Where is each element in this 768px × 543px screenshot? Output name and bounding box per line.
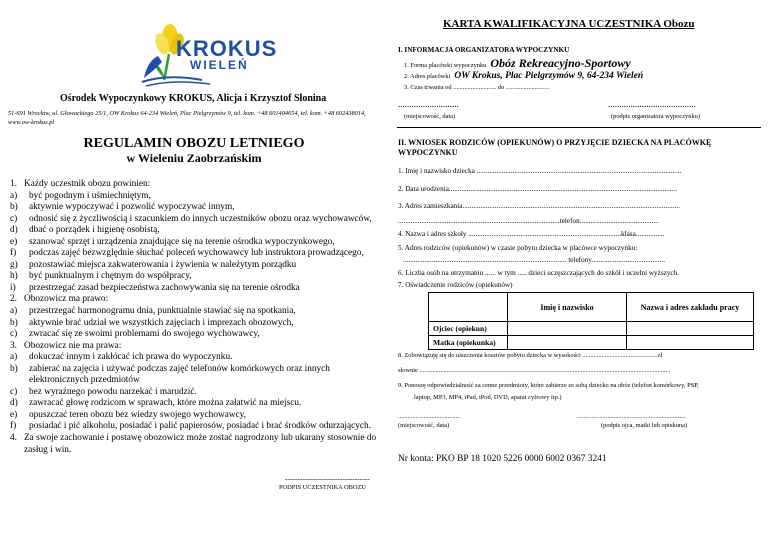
rule-text: Każdy uczestnik obozu powinien:	[24, 179, 151, 189]
field-responsibility-items: laptop, MP3, MP4, iPad, iPod, DVD, aparat cyfrowy itp.)	[414, 394, 562, 401]
rule-marker: b)	[10, 363, 18, 374]
parent-sign-label: (podpis ojca, matki lub opiekuna)	[601, 422, 688, 429]
rule-section	[10, 341, 380, 353]
organizer-place-label: (miejscowość, data)	[404, 113, 456, 120]
field-responsibility: 9. Ponoszę odpowiedzialność za cenne przedmioty, które zabierze ze sobą dziecko na obóz (telefon komórkowy, PSP,	[398, 382, 699, 389]
rule-item	[10, 225, 380, 237]
field-household: 6. Liczba osób na utrzymaniu ...... w tym ..... dzieci uczęszczających do szkół i uczelni wyższych.	[398, 269, 680, 277]
rule-text: Za swoje zachowanie i postawę obozowicz może zostać nagrodzony lub ukarany stosownie do zasług i win.	[24, 433, 377, 455]
rule-section	[10, 179, 380, 191]
rule-marker: d)	[10, 225, 18, 236]
rule-text: dbać o porządek i higienę osobistą,	[29, 225, 160, 236]
table-header-cell: Imię i nazwisko	[508, 293, 627, 322]
rule-text: zawracać głowę rodzicom w sprawach, które można załatwić na miejscu.	[29, 398, 302, 409]
rule-item	[10, 283, 380, 295]
rule-marker: a)	[10, 306, 18, 317]
rule-marker: f)	[10, 248, 17, 259]
table-header-row	[429, 293, 754, 322]
rule-marker: b)	[10, 317, 18, 328]
field-declaration: 7. Oświadczenie rodziców (opiekunów)	[398, 281, 513, 289]
rule-text: Obozowicz nie ma prawa:	[24, 340, 122, 351]
center-address: 51-691 Wrocław, ul. Głowackiego 25/1, OW Krokus 64-234 Wieleń, Plac Pielgrzymów 9, tel. kom. +48 601404654, tel. kom. +48 602438014, www.ow-krokus.pl	[8, 110, 366, 126]
rule-marker: d)	[10, 398, 18, 409]
rule-item	[10, 271, 380, 283]
parent-sign-dots: ....................................................................	[577, 413, 686, 420]
rule-item	[10, 387, 380, 399]
table-cell[interactable]	[627, 322, 754, 336]
page-title: KARTA KWALIFIKACYJNA UCZESTNIKA Obozu	[443, 18, 695, 30]
table-cell[interactable]	[508, 322, 627, 336]
regulations-list	[10, 179, 380, 456]
rule-marker: 1.	[10, 179, 17, 189]
rule-text: przestrzegać harmonogramu dnia, punktualnie stawiać się na spotkania,	[29, 306, 296, 317]
table-header-cell: Nazwa i adres zakładu pracy	[627, 293, 754, 322]
rule-text: pozostawiać miejsca zakwaterowania i żywienia w należytym porządku	[29, 259, 297, 270]
logo-place: WIELEŃ	[190, 58, 249, 72]
table-row	[429, 322, 754, 336]
rule-text: aktywnie wypoczywać i pozwolić wypoczywać innym,	[29, 202, 235, 213]
table-header-cell	[429, 293, 508, 322]
rule-marker: c)	[10, 329, 18, 340]
center-name: Ośrodek Wypoczynkowy KROKUS, Alicja i Krzysztof Słonina	[60, 93, 327, 104]
rule-marker: e)	[10, 236, 18, 247]
rule-text: bez wyraźnego powodu narzekać i marudzić.	[29, 386, 197, 397]
form-row	[404, 56, 631, 70]
organizer-place-dots: ...........................	[398, 99, 459, 109]
rule-item	[10, 364, 380, 387]
form-value: Obóz Rekreacyjno-Sportowy	[490, 56, 631, 70]
table-cell: Matka (opiekunka)	[429, 336, 508, 350]
rule-marker: 3.	[10, 340, 17, 351]
rule-text: zwracać się ze swoimi problemami do swojego wychowawcy,	[29, 329, 260, 340]
rule-item	[10, 398, 380, 410]
rule-item	[10, 237, 380, 249]
rule-marker: a)	[10, 190, 18, 201]
rule-marker: i)	[10, 282, 16, 293]
parents-heading: II. WNIOSEK RODZICÓW (OPIEKUNÓW) O PRZYJĘCIE DZIECKA NA PLACÓWKĘ WYPOCZYNKU	[398, 138, 712, 157]
field-parents-phone: ........................................................................................... telefony.........................................	[403, 256, 666, 264]
rule-marker: h)	[10, 271, 18, 282]
table-cell: Ojciec (opiekun)	[429, 322, 508, 336]
rule-text: aktywnie brać udział we wszystkich zajęciach i imprezach obozowych,	[29, 317, 294, 328]
rule-text: zabierać na zajęcia i używać podczas zajęć telefonów komórkowych oraz innych elektronicznych przedmiotów	[29, 363, 330, 386]
form-label: 1. Forma placówki wypoczynku	[404, 62, 487, 69]
field-home-phone: ..........................................................................................telefon............................................	[398, 217, 659, 225]
field-school: 4. Nazwa i adres szkoły .....................................................................................klasa................	[398, 230, 665, 238]
regulations-title: REGULAMIN OBOZU LETNIEGO	[83, 136, 305, 151]
rule-text: odnosić się z życzliwością i szacunkiem do innych uczestników obozu oraz wychowawców,	[29, 213, 372, 224]
section-divider	[397, 127, 761, 128]
rule-text: przestrzegać zasad bezpieczeństwa zachowywania się na terenie ośrodka	[29, 282, 300, 293]
rule-text: być punktualnym i chętnym do współpracy,	[29, 271, 192, 282]
rule-text: opuszczać teren obozu bez wiedzy swojego wychowawcy,	[29, 409, 247, 420]
regulations-subtitle: w Wieleniu Zaobrzańskim	[126, 151, 262, 165]
rule-item	[10, 352, 380, 364]
address-row	[404, 71, 643, 82]
rule-text: szanować sprzęt i urządzenia znajdujące się na terenie ośrodka wypoczynkowego,	[29, 236, 335, 247]
field-birth-date: 2. Data urodzenia...............................................................................................................................	[398, 185, 678, 193]
rule-marker: c)	[10, 386, 18, 397]
participant-sign-label: PODPIS UCZESTNIKA OBOZU	[279, 484, 366, 491]
rule-marker: 4.	[10, 433, 17, 444]
rule-item	[10, 214, 380, 226]
rule-item	[10, 421, 380, 433]
rule-section	[10, 433, 380, 456]
field-parents-address: 5. Adres rodziców (opiekunów) w czasie pobytu dziecka w placówce wypoczynku:	[398, 244, 638, 252]
field-cost: 8. Zobowiązuję się do uiszczenia kosztów pobytu dziecka w wysokości ...............................................zł	[398, 352, 663, 359]
rule-item	[10, 318, 380, 330]
rule-marker: 2.	[10, 294, 17, 305]
bank-account: Nr konta: PKO BP 18 1020 5226 0000 6002 0367 3241	[398, 454, 607, 464]
duration-row: 3. Czas trwania od ........................... do ...........................	[404, 84, 550, 91]
organizer-heading: I. INFORMACJA ORGANIZATORA WYPOCZYNKU	[398, 46, 570, 54]
rule-text: posiadać i pić alkoholu, posiadać i palić papierosów, posiadać i brać środków odurzających.	[29, 421, 371, 432]
participant-sign-dots: ----------------------------------	[285, 474, 370, 483]
parent-place-dots: .......................................	[398, 413, 461, 420]
rule-marker: e)	[10, 409, 18, 420]
rule-item	[10, 248, 380, 260]
rule-item	[10, 410, 380, 422]
field-home-address: 3. Adres zamieszkania.........................................................................................................................	[398, 202, 680, 210]
field-cost-words: słownie .............................................................................................................................................................	[398, 367, 671, 374]
table-row	[429, 336, 754, 350]
rule-text: dokuczać innym i zakłócać ich prawa do wypoczynku.	[29, 352, 233, 363]
organizer-sign-label: (podpis organizatora wypoczynku)	[611, 113, 700, 120]
rule-marker: g)	[10, 259, 18, 270]
organizer-sign-dots: .......................................	[608, 99, 696, 109]
rule-text: Obozowicz ma prawo:	[24, 294, 109, 305]
rule-marker: c)	[10, 213, 18, 224]
rule-text: być pogodnym i uśmiechniętym,	[29, 190, 151, 201]
rule-item	[10, 306, 380, 318]
rule-item	[10, 191, 380, 203]
table-cell[interactable]	[627, 336, 754, 350]
rule-item	[10, 329, 380, 341]
rule-item	[10, 260, 380, 272]
rule-marker: f)	[10, 421, 17, 432]
address-value: OW Krokus, Plac Pielgrzymów 9, 64-234 Wieleń	[454, 71, 644, 81]
parent-place-label: (miejscowość, data)	[398, 422, 450, 429]
guardian-table	[428, 292, 754, 350]
rule-marker: b)	[10, 202, 18, 213]
field-child-name: 1. Imię i nazwisko dziecka ..................................................................................................................	[398, 167, 682, 175]
address-label: 2. Adres placówki	[404, 73, 451, 80]
rule-marker: a)	[10, 352, 18, 363]
table-cell[interactable]	[508, 336, 627, 350]
rule-section	[10, 294, 380, 306]
rule-text: podczas zajęć bezwzględnie słuchać poleceń wychowawcy lub instruktora prowadzącego,	[29, 248, 364, 259]
rule-item	[10, 202, 380, 214]
logo-brand: KROKUS	[176, 36, 278, 61]
